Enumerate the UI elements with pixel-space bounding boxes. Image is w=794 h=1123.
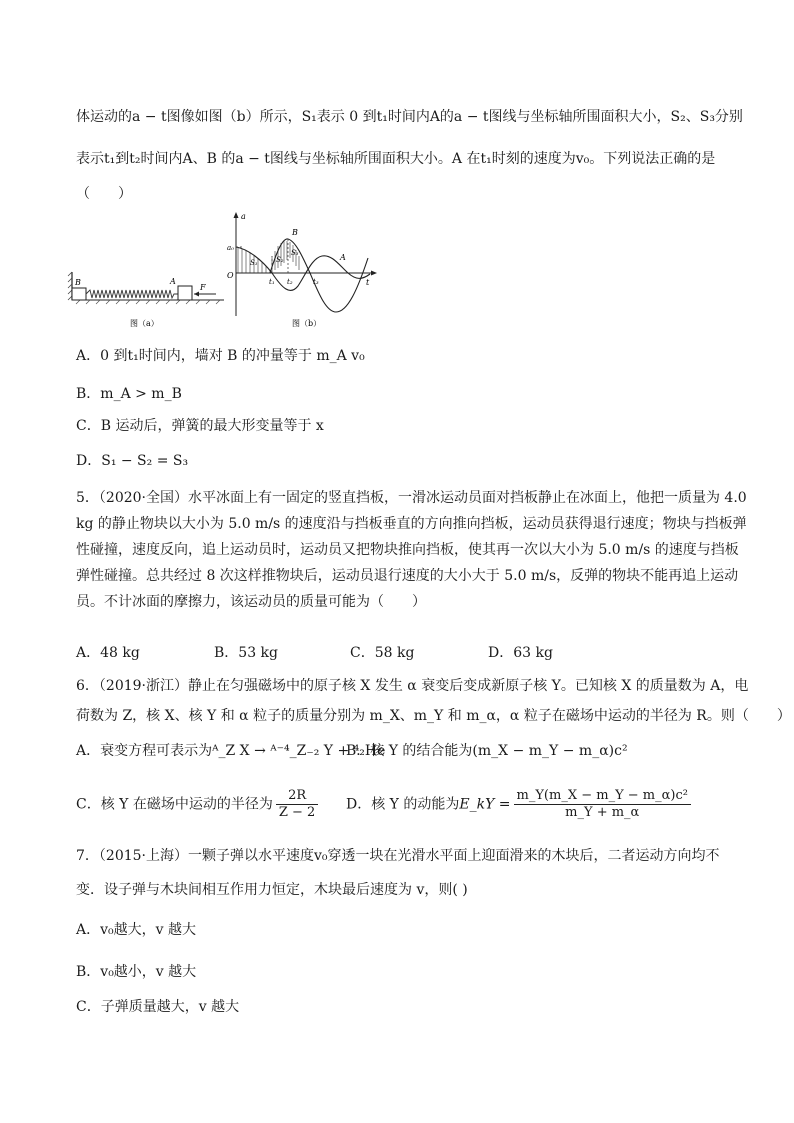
t2-label: t₂ [287,278,293,286]
s2-label: S₂ [276,256,284,264]
fraction-numerator: 2R [276,788,318,805]
q5-option-b: B．53 kg [214,645,278,661]
fraction-denominator: Z − 2 [278,805,316,820]
fraction-numerator: m_Y(m_X − m_Y − m_α)c² [514,788,691,805]
fraction-denominator: m_Y + m_α [565,805,640,820]
q4-option-c: C．B 运动后，弹簧的最大形变量等于 x [76,418,324,434]
figure-b-at-graph [227,212,377,328]
curve-a-label: A [340,253,346,262]
q6-decay-equation: ᴬ_Z X → ᴬ⁻⁴_Z₋₂ Y + ⁴₂He [212,743,386,759]
q5-option-d: D．63 kg [488,645,553,661]
a0-label: a₀ [227,244,234,252]
a-axis-label: a [241,212,246,221]
q4-option-a: A．0 到t₁时间内，墙对 B 的冲量等于 m_A v₀ [76,348,365,364]
block-a [178,286,192,300]
s1-label: S₁ [250,259,258,267]
q6-kinetic-energy-symbol: E_kY = [459,796,511,813]
q6-line-1: 6．（2019·浙江）静止在匀强磁场中的原子核 X 发生 α 衰变后变成新原子核 Y。已知核 X 的质量数为 A，电 [76,678,749,694]
figure-a-spring-system [68,272,224,328]
block-b [72,288,86,300]
q4-option-d: D．S₁ − S₂ = S₃ [76,453,189,469]
q5-line-5: 员。不计冰面的摩擦力，该运动员的质量可能为（ ） [76,594,426,610]
q4-answer-paren: （ ） [76,186,132,202]
curve-b-label: B [292,228,298,237]
curve-a [236,247,370,290]
q4-figure [66,208,386,334]
origin-label: O [227,271,234,280]
q7-line-1: 7．（2015·上海）一颗子弹以水平速度v₀穿透一块在光滑水平面上迎面滑来的木块后，二者运动方向均不 [76,848,720,864]
s3-label: S₃ [291,249,299,257]
q5-line-3: 性碰撞，速度反向，追上运动员时，运动员又把物块推向挡板，使其再一次以大小为 5.0 m/s 的速度与挡板 [76,542,739,558]
label-b: B [75,278,81,287]
q6-option-a-prefix: A．衰变方程可表示为 [76,743,213,759]
q6-option-b: B．核 Y 的结合能为(m_X − m_Y − m_α)c² [346,743,628,759]
label-a: A [170,277,176,286]
q6-option-d [346,788,694,821]
q5-option-c: C．58 kg [350,645,415,661]
q6-option-c-prefix: C．核 Y 在磁场中运动的半径为 [76,796,273,813]
t-axis-label: t [366,278,370,287]
caption-b: 图（b） [292,319,322,328]
caption-a: 图（a） [130,319,159,328]
q6-option-a [76,741,385,761]
t3-label: t₃ [313,278,319,286]
q7-option-c: C．子弹质量越大，v 越大 [76,999,240,1015]
q6-radius-fraction [276,788,318,821]
q5-line-2: kg 的静止物块以大小为 5.0 m/s 的速度沿与挡板垂直的方向推向挡板，运动员获得退行速度；物块与挡板弹 [76,516,747,532]
curve-b [270,239,368,312]
q6-option-c [76,788,321,821]
q5-option-a: A．48 kg [76,645,140,661]
t1-label: t₁ [269,278,275,286]
q4-option-b: B．m_A > m_B [76,386,182,402]
q4-line-2: 表示t₁到t₂时间内A、B 的a − t图线与坐标轴所围面积大小。A 在t₁时刻的速度为v₀。下列说法正确的是 [76,151,716,167]
q5-line-1: 5．（2020·全国）水平冰面上有一固定的竖直挡板，一滑冰运动员面对挡板静止在冰面上，他把一质量为 4.0 [76,490,747,506]
label-f: F [200,283,206,292]
q6-option-d-prefix: D．核 Y 的动能为 [346,796,460,813]
q6-kinetic-energy-fraction [514,788,691,821]
q6-line-2: 荷数为 Z，核 X、核 Y 和 α 粒子的质量分别为 m_X、m_Y 和 m_α，α 粒子在磁场中运动的半径为 R。则（ ） [76,708,791,724]
q5-line-4: 弹性碰撞。总共经过 8 次这样推物块后，运动员退行速度的大小大于 5.0 m/s，反弹的物块不能再追上运动 [76,568,739,584]
q4-line-1: 体运动的a − t图像如图（b）所示，S₁表示 0 到t₁时间内A的a − t图线与坐标轴所围面积大小，S₂、S₃分别 [76,109,743,125]
q7-line-2: 变．设子弹与木块间相互作用力恒定，木块最后速度为 v，则( ) [76,882,468,898]
q7-option-b: B．v₀越小，v 越大 [76,964,197,980]
spring [86,290,178,298]
q7-option-a: A．v₀越大，v 越大 [76,922,196,938]
